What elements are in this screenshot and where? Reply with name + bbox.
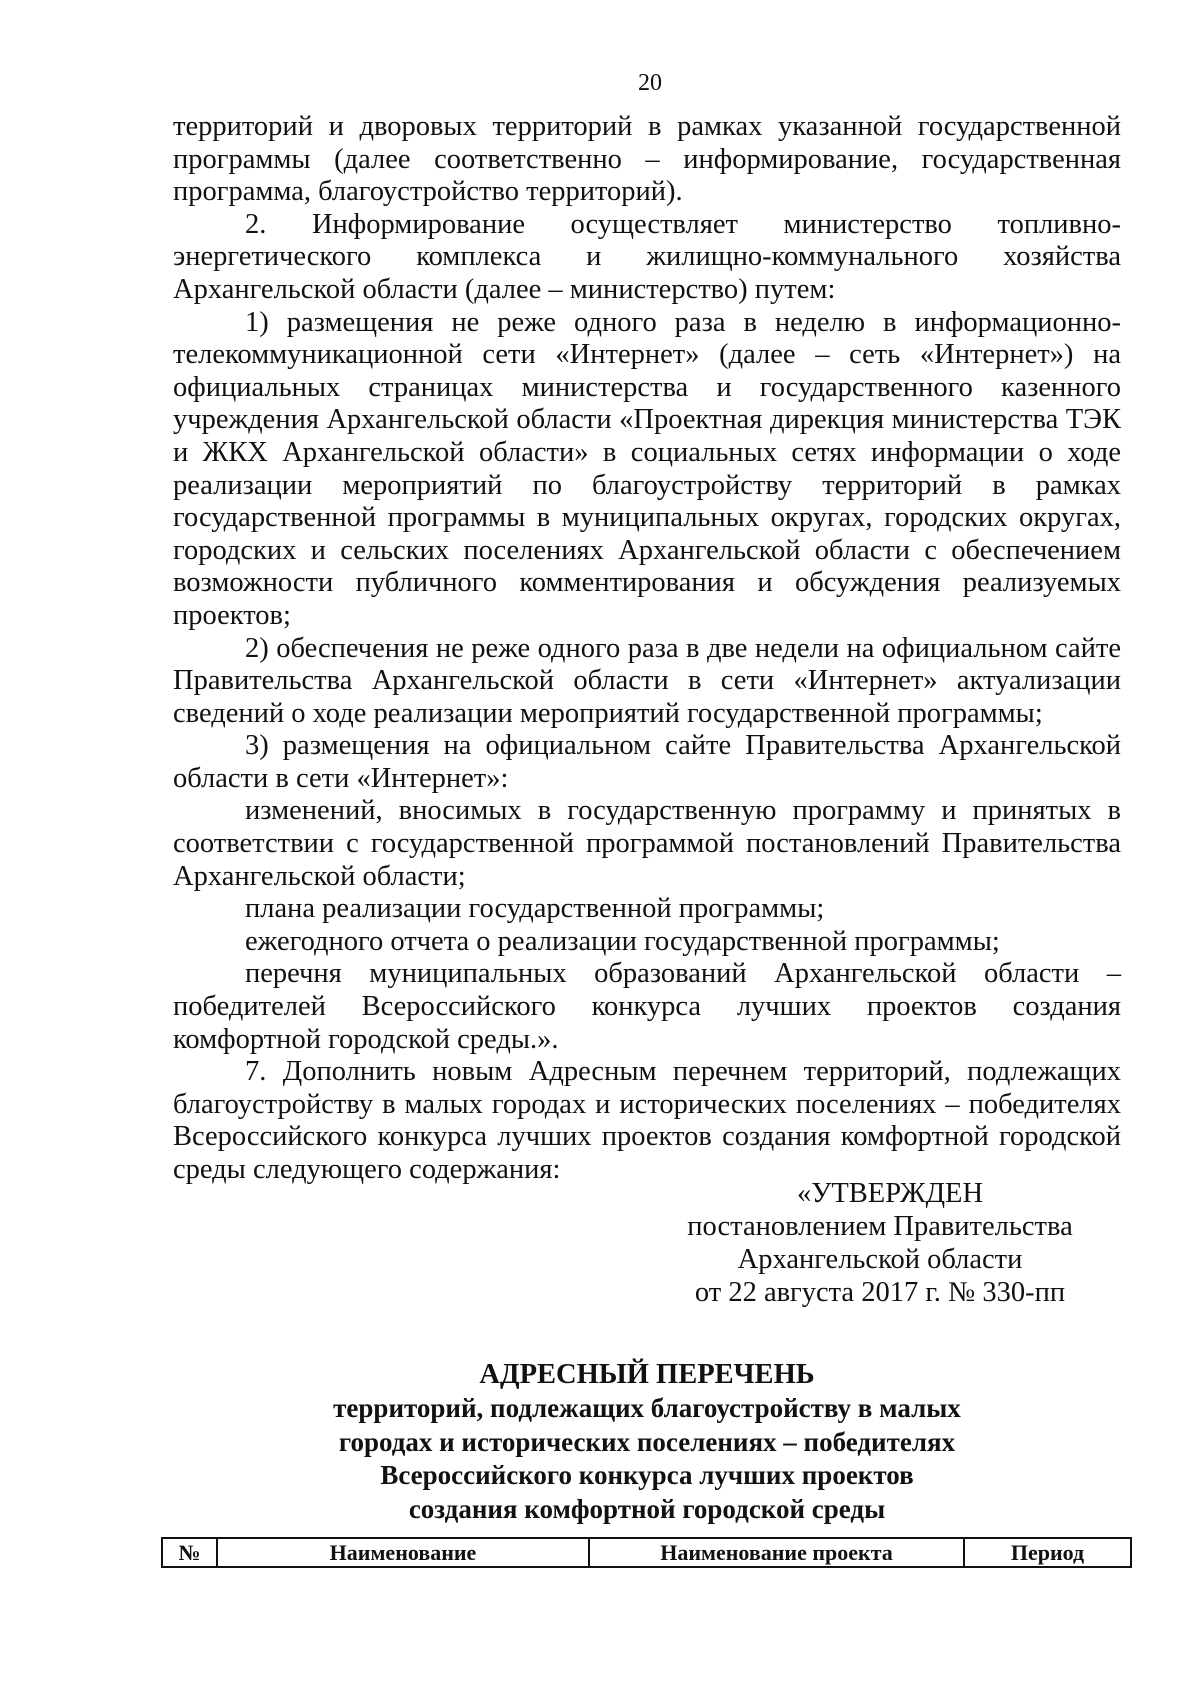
document-title: АДРЕСНЫЙ ПЕРЕЧЕНЬ	[479, 1359, 815, 1390]
approval-line: от 22 августа 2017 г. № 330-пп	[694, 1277, 1066, 1308]
page-number: 20	[638, 70, 662, 96]
paragraph: перечня муниципальных образований Архангельской области – победителей Всероссийского конкурса лучших проектов создания комфортной городской среды.».	[173, 958, 1121, 1055]
document-title-block	[173, 1358, 1121, 1526]
paragraph: ежегодного отчета о реализации государственной программы;	[245, 925, 1000, 957]
table-header-row	[162, 1538, 1131, 1567]
table-header-period: Период	[964, 1538, 1131, 1567]
paragraph: 2. Информирование осуществляет министерство топливно-энергетического комплекса и жилищно-коммунального хозяйства Архангельской области (далее – министерство) путем:	[173, 208, 1121, 305]
table-header-number: №	[162, 1538, 217, 1567]
approval-line: Архангельской области	[737, 1244, 1023, 1275]
paragraph: изменений, вносимых в государственную программу и принятых в соответствии с государственной программой постановлений Правительства Архангельской области;	[173, 795, 1121, 892]
table-header-project-name: Наименование проекта	[589, 1538, 964, 1567]
document-subtitle-line: создания комфортной городской среды	[408, 1493, 886, 1524]
paragraph: 2) обеспечения не реже одного раза в две недели на официальном сайте Правительства Архангельской области в сети «Интернет» актуализации сведений о ходе реализации мероприятий государственной программы;	[173, 632, 1121, 729]
paragraph: 3) размещения на официальном сайте Правительства Архангельской области в сети «Интернет»:	[173, 730, 1121, 794]
address-table	[161, 1537, 1132, 1568]
document-subtitle-line: городах и исторических поселениях – победителях	[338, 1426, 956, 1457]
paragraph: плана реализации государственной программы;	[245, 893, 825, 925]
approval-line: постановлением Правительства	[687, 1211, 1073, 1242]
paragraph: территорий и дворовых территорий в рамках указанной государственной программы (далее соответственно – информирование, государственная программа, благоустройство территорий).	[173, 111, 1121, 208]
approval-stamp-block	[640, 1177, 1120, 1309]
body-text	[173, 111, 1121, 1187]
paragraph: 1) размещения не реже одного раза в неделю в информационно-телекоммуникационной сети «Интернет» (далее – сеть «Интернет») на официальных страницах министерства и государственного казенного учреждения Архангельской области «Проектная дирекция министерства ТЭК и ЖКХ Архангельской области» в социальных сетях информации о ходе реализации мероприятий по благоустройству территорий в рамках государственной программы в муниципальных округах, городских округах, городских и сельских поселениях Архангельской области с обеспечением возможности публичного комментирования и обсуждения реализуемых проектов;	[173, 306, 1121, 631]
document-subtitle-line: территорий, подлежащих благоустройству в малых	[333, 1393, 961, 1423]
approval-line: «УТВЕРЖДЕН	[796, 1178, 984, 1209]
table-header-name: Наименование	[217, 1538, 589, 1567]
address-table-container	[161, 1537, 1130, 1568]
paragraph: 7. Дополнить новым Адресным перечнем территорий, подлежащих благоустройству в малых городах и исторических поселениях – победителях Всероссийского конкурса лучших проектов создания комфортной городской среды следующего содержания:	[173, 1056, 1121, 1185]
document-subtitle-line: Всероссийского конкурса лучших проектов	[380, 1460, 914, 1490]
